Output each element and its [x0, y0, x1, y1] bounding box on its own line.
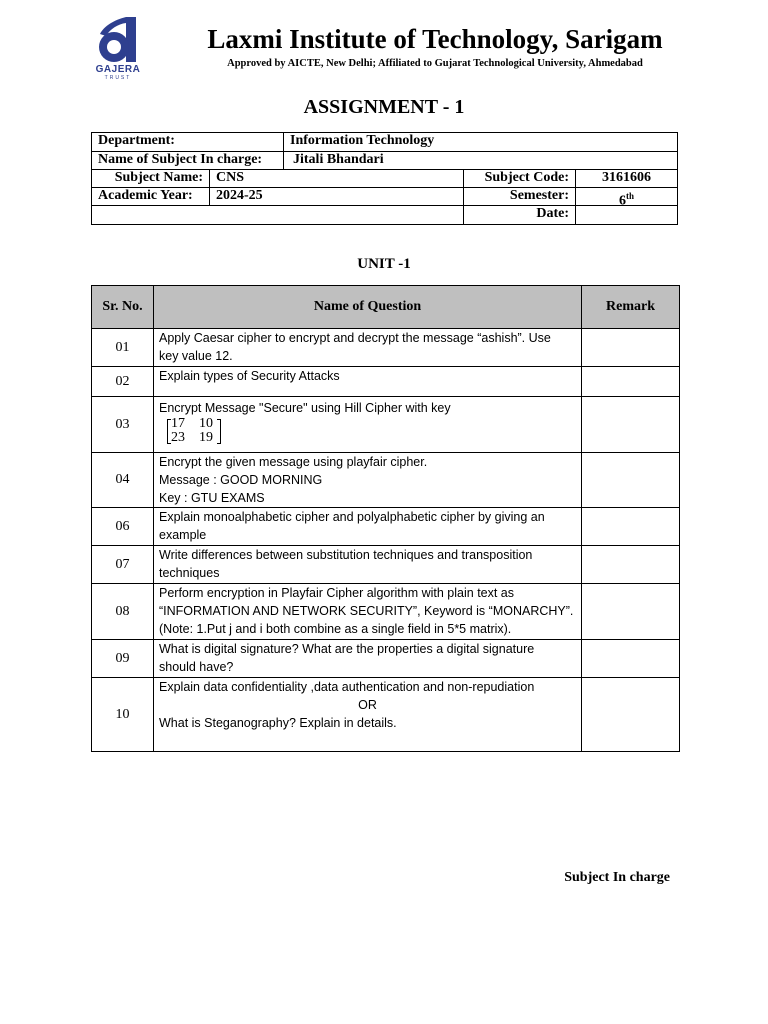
subject-code-label: Subject Code:: [463, 169, 576, 188]
table-row: [92, 678, 680, 752]
logo-subtext: TRUST: [104, 75, 132, 81]
question-text: [154, 584, 582, 640]
remark-cell: [582, 546, 680, 584]
question-line: techniques: [159, 566, 220, 580]
academic-year-label: Academic Year:: [91, 187, 210, 206]
matrix-row: [171, 416, 217, 431]
remark-cell: [582, 640, 680, 678]
hill-cipher-key-matrix: [167, 417, 221, 445]
incharge-label: Name of Subject In charge:: [91, 151, 284, 170]
sr-no: 10: [92, 678, 154, 752]
question-line: (Note: 1.Put j and i both combine as a single field in 5*5 matrix).: [159, 622, 512, 636]
remark-cell: [582, 678, 680, 752]
question-line: Write differences between substitution techniques and transposition: [159, 548, 533, 562]
matrix-cell: 19: [199, 430, 213, 445]
question-line: should have?: [159, 660, 234, 674]
question-line: Encrypt the given message using playfair cipher.: [159, 455, 428, 469]
question-line: Message : GOOD MORNING: [159, 473, 323, 487]
institute-name: Laxmi Institute of Technology, Sarigam: [207, 24, 663, 54]
question-text: [154, 453, 582, 508]
table-row: [92, 397, 680, 453]
unit-title: UNIT -1: [357, 256, 411, 272]
or-separator: OR: [358, 698, 377, 712]
department-value: Information Technology: [283, 132, 678, 152]
table-row: [92, 546, 680, 584]
question-line: Apply Caesar cipher to encrypt and decrypt the message “ashish”. Use: [159, 331, 551, 345]
remark-cell: [582, 453, 680, 508]
assignment-title: ASSIGNMENT - 1: [303, 96, 465, 118]
question-line: Explain data confidentiality ,data authentication and non-repudiation: [159, 680, 535, 694]
subject-incharge-signature: Subject In charge: [564, 870, 670, 885]
matrix-row: [171, 430, 217, 445]
question-text: [154, 640, 582, 678]
question-text: [154, 329, 582, 367]
semester-label: Semester:: [463, 187, 576, 206]
semester-value: [575, 187, 678, 206]
remark-cell: [582, 397, 680, 453]
matrix-cell: 17: [171, 416, 185, 431]
table-row: [92, 367, 680, 397]
matrix-cell: 23: [171, 430, 185, 445]
sr-no: 03: [92, 397, 154, 453]
question-line: What is digital signature? What are the properties a digital signature: [159, 642, 535, 656]
question-line: Perform encryption in Playfair Cipher algorithm with plain text as: [159, 586, 515, 600]
subject-name-label: Subject Name:: [91, 169, 210, 188]
question-line: Explain types of Security Attacks: [159, 369, 340, 383]
table-row: [92, 453, 680, 508]
header-question: Name of Question: [154, 286, 582, 329]
sr-no: 07: [92, 546, 154, 584]
question-line: Key : GTU EXAMS: [159, 491, 265, 505]
sr-no: 01: [92, 329, 154, 367]
semester-suffix: th: [625, 191, 634, 201]
table-row: [92, 508, 680, 546]
question-text: [154, 678, 582, 752]
date-value: [575, 205, 678, 225]
department-label: Department:: [91, 132, 284, 152]
question-text: [154, 508, 582, 546]
matrix-cell: 10: [199, 416, 213, 431]
blank-cell: [91, 205, 464, 225]
table-row: [92, 640, 680, 678]
question-line: Explain monoalphabetic cipher and polyalphabetic cipher by giving an: [159, 510, 545, 524]
question-line: key value 12.: [159, 349, 233, 363]
sr-no: 09: [92, 640, 154, 678]
question-line: What is Steganography? Explain in details.: [159, 716, 397, 730]
question-text: [154, 397, 582, 453]
logo-text: GAJERA: [95, 64, 141, 75]
sr-no: 02: [92, 367, 154, 397]
sr-no: 04: [92, 453, 154, 508]
question-line: “INFORMATION AND NETWORK SECURITY”, Keyword is “MONARCHY”.: [159, 604, 574, 618]
table-row: [92, 584, 680, 640]
subject-name-value: CNS: [209, 169, 464, 188]
question-line: example: [159, 528, 207, 542]
semester-number: 6: [618, 193, 626, 206]
remark-cell: [582, 508, 680, 546]
question-table: [91, 285, 680, 752]
info-table: [91, 132, 678, 225]
question-text: [154, 367, 582, 397]
header-sr-no: Sr. No.: [92, 286, 154, 329]
incharge-value: Jitali Bhandari: [283, 151, 678, 170]
sr-no: 06: [92, 508, 154, 546]
table-row: [92, 329, 680, 367]
remark-cell: [582, 584, 680, 640]
academic-year-value: 2024-25: [209, 187, 464, 206]
question-text: [154, 546, 582, 584]
sr-no: 08: [92, 584, 154, 640]
remark-cell: [582, 329, 680, 367]
subject-code-value: 3161606: [575, 169, 678, 188]
date-label: Date:: [463, 205, 576, 225]
question-line: Encrypt Message "Secure" using Hill Cipher with key: [159, 401, 451, 415]
remark-cell: [582, 367, 680, 397]
header-remark: Remark: [582, 286, 680, 329]
approval-line: Approved by AICTE, New Delhi; Affiliated to Gujarat Technological University, Ahmedabad: [227, 58, 643, 69]
